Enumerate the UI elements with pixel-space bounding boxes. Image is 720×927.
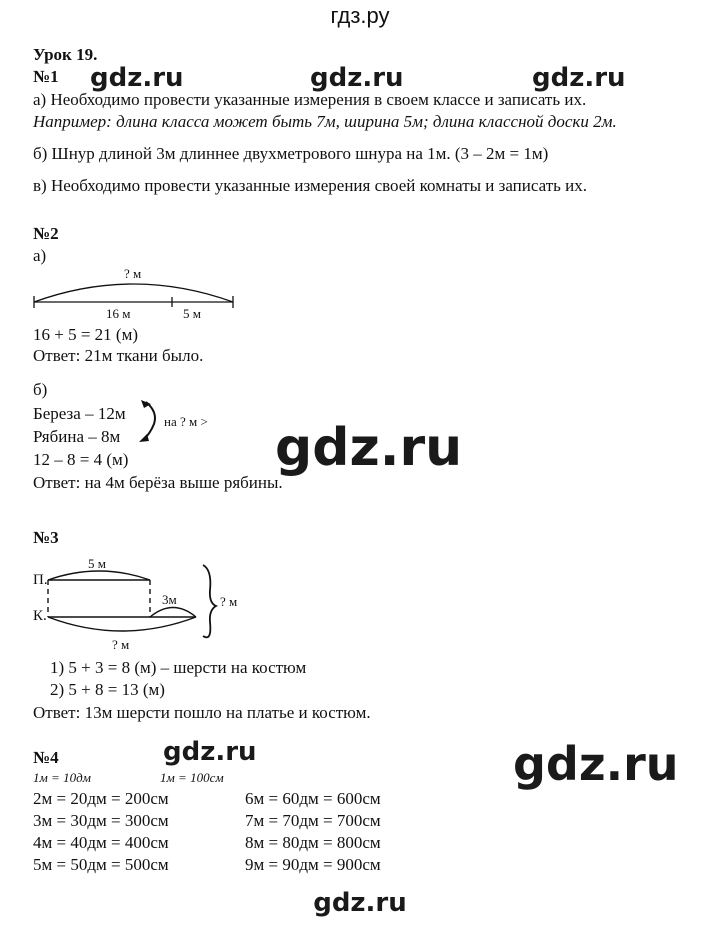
lesson-title: Урок 19. — [33, 45, 98, 64]
watermark-large: gdz.ru — [275, 418, 463, 478]
exercise-1-a-example: Например: длина класса может быть 7м, ширина 5м; длина классной доски 2м. — [33, 112, 617, 131]
bracket-extra-label: 3м — [162, 592, 177, 607]
exercise-2-b-calc: 12 – 8 = 4 (м) — [33, 450, 129, 469]
exercise-2-b-row1: Береза – 12м — [33, 404, 126, 423]
watermark: gdz.ru — [90, 63, 184, 93]
exercise-1-v: в) Необходимо провести указанные измерения своей комнаты и записать их. — [33, 176, 588, 195]
watermark: gdz.ru — [163, 737, 257, 767]
footer-watermark: gdz.ru — [313, 888, 407, 918]
exercise-2-a-label: а) — [33, 246, 47, 265]
exercise-2-number: №2 — [33, 224, 59, 243]
diagram-total-label: ? м — [124, 266, 142, 281]
row-label-p: П. — [33, 572, 48, 588]
hint-cm: 1м = 100см — [160, 770, 224, 785]
conversion-right-4: 9м = 90дм = 900см — [245, 855, 381, 874]
exercise-2-a-calc: 16 + 5 = 21 (м) — [33, 325, 139, 344]
exercise-3-step1: 1) 5 + 3 = 8 (м) – шерсти на костюм — [50, 658, 307, 677]
exercise-2-b-label: б) — [33, 380, 48, 399]
exercise-2-a-answer: Ответ: 21м ткани было. — [33, 346, 204, 365]
exercise-2-b-row2: Рябина – 8м — [33, 427, 121, 446]
exercise-2-b-answer: Ответ: на 4м берёза выше рябины. — [33, 473, 283, 492]
bracket-top-label: 5 м — [88, 556, 106, 571]
diagram-right-label: 5 м — [183, 306, 201, 321]
exercise-1-number: №1 — [33, 67, 59, 86]
conversion-right-2: 7м = 70дм = 700см — [245, 811, 381, 830]
exercise-1-a: а) Необходимо провести указанные измерения в своем классе и записать их. — [33, 90, 587, 109]
exercise-4-number: №4 — [33, 748, 59, 767]
conversion-left-3: 4м = 40дм = 400см — [33, 833, 169, 852]
row-label-k: К. — [33, 608, 47, 624]
conversion-left-4: 5м = 50дм = 500см — [33, 855, 169, 874]
exercise-3-number: №3 — [33, 528, 59, 547]
site-header: гдз.ру — [330, 3, 390, 28]
watermark: gdz.ru — [310, 63, 404, 93]
bracket-total-label: ? м — [220, 594, 238, 609]
bracket-bottom-label: ? м — [112, 637, 130, 652]
hint-dm: 1м = 10дм — [33, 770, 91, 785]
exercise-3-step2: 2) 5 + 8 = 13 (м) — [50, 680, 165, 699]
conversion-right-1: 6м = 60дм = 600см — [245, 789, 381, 808]
watermark: gdz.ru — [532, 63, 626, 93]
conversion-right-3: 8м = 80дм = 800см — [245, 833, 381, 852]
watermark-large: gdz.ru — [513, 737, 679, 791]
conversion-left-2: 3м = 30дм = 300см — [33, 811, 169, 830]
exercise-1-b: б) Шнур длиной 3м длиннее двухметрового шнура на 1м. (3 – 2м = 1м) — [33, 144, 549, 163]
conversion-left-1: 2м = 20дм = 200см — [33, 789, 169, 808]
compare-label: на ? м > — [164, 414, 208, 429]
exercise-3-answer: Ответ: 13м шерсти пошло на платье и костюм. — [33, 703, 371, 722]
diagram-left-label: 16 м — [106, 306, 131, 321]
